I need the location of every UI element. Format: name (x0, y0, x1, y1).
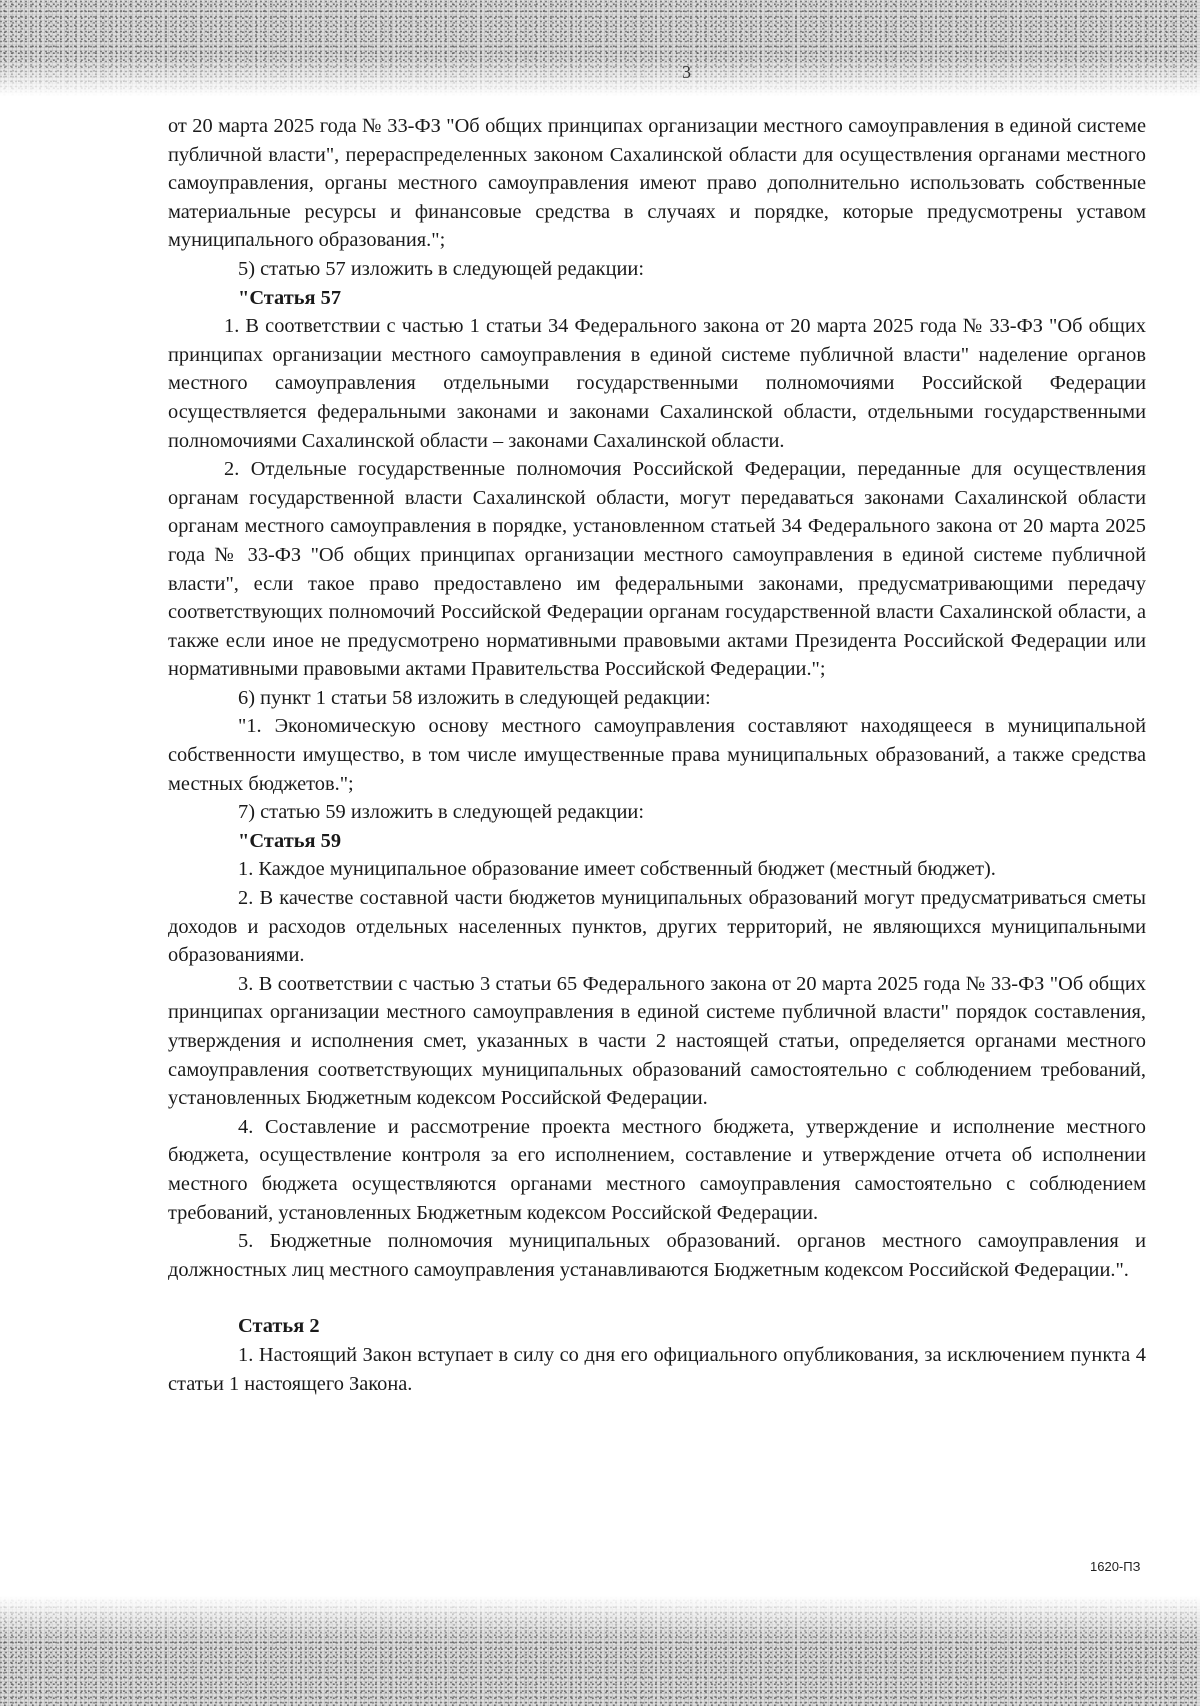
article-heading: "Статья 59 (238, 829, 342, 852)
paragraph: 7) статью 59 изложить в следующей редакции: (238, 801, 644, 824)
scan-noise-top (0, 0, 1200, 96)
article-heading: "Статья 57 (238, 286, 342, 309)
paragraph: 4. Составление и рассмотрение проекта местного бюджета, утверждение и исполнение местного бюджета, осуществление контроля за его исполнением, составление и утверждение отчета об исполнении местного бюджета осуществляются органами местного самоуправления самостоятельно с соблюдением требований, установленных Бюджетным кодексом Российской Федерации. (168, 1115, 1146, 1224)
paragraph: 5. Бюджетные полномочия муниципальных образований. органов местного самоуправления и должностных лиц местного самоуправления устанавливаются Бюджетным кодексом Российской Федерации.". (168, 1230, 1146, 1281)
page-number: 3 (682, 62, 691, 82)
paragraph: 2. В качестве составной части бюджетов муниципальных образований могут предусматриваться сметы доходов и расходов отдельных населенных пунктов, других территорий, не являющихся муниципальными образованиями. (168, 887, 1146, 967)
paragraph: 1. Каждое муниципальное образование имеет собственный бюджет (местный бюджет). (238, 858, 996, 881)
paragraph: от 20 марта 2025 года № 33-ФЗ "Об общих принципах организации местного самоуправления в единой системе публичной власти", перераспределенных законом Сахалинской области для осуществления органами местного самоуправления, органы местного самоуправления имеют право дополнительно использовать собственные материальные ресурсы и финансовые средства в случаях и порядке, которые предусмотрены уставом муниципального образования."; (168, 115, 1146, 252)
scan-noise-bottom (0, 1596, 1200, 1706)
document-code: 1620-ПЗ (1090, 1559, 1141, 1574)
paragraph: "1. Экономическую основу местного самоуправления составляют находящееся в муниципальной собственности имущество, в том числе имущественные права муниципальных образований, а также средства местных бюджетов."; (168, 715, 1146, 795)
document-body (168, 112, 1146, 1398)
paragraph: 1. В соответствии с частью 1 статьи 34 Федерального закона от 20 марта 2025 года № 33-ФЗ "Об общих принципах организации местного самоуправления в единой системе публичной власти" наделение органов местного самоуправления отдельными государственными полномочиями Российской Федерации осуществляется федеральными законами и законами Сахалинской области, отдельными государственными полномочиями Сахалинской области – законами Сахалинской области. (168, 315, 1146, 452)
article-heading: Статья 2 (238, 1315, 320, 1338)
paragraph: 5) статью 57 изложить в следующей редакции: (238, 257, 644, 280)
paragraph: 6) пункт 1 статьи 58 изложить в следующей редакции: (238, 686, 711, 709)
paragraph: 3. В соответствии с частью 3 статьи 65 Федерального закона от 20 марта 2025 года № 33-ФЗ "Об общих принципах организации местного самоуправления в единой системе публичной власти" порядок составления, утверждения и исполнения смет, указанных в части 2 настоящей статьи, определяется органами местного самоуправления соответствующих муниципальных образований самостоятельно с соблюдением требований, установленных Бюджетным кодексом Российской Федерации. (168, 972, 1146, 1110)
paragraph: 1. Настоящий Закон вступает в силу со дня его официального опубликования, за исключением пункта 4 статьи 1 настоящего Закона. (168, 1343, 1146, 1395)
paragraph: 2. Отдельные государственные полномочия Российской Федерации, переданные для осуществления органам государственной власти Сахалинской области, могут передаваться законами Сахалинской области органам местного самоуправления в порядке, установленном статьей 34 Федерального закона от 20 марта 2025 года № 33-ФЗ "Об общих принципах организации местного самоуправления в единой системе публичной власти", если такое право предоставлено им федеральными законами, предусматривающими передачу соответствующих полномочий Российской Федерации органам государственной власти Сахалинской области, а также если иное не предусмотрено нормативными правовыми актами Президента Российской Федерации или нормативными правовыми актами Правительства Российской Федерации."; (168, 458, 1146, 681)
